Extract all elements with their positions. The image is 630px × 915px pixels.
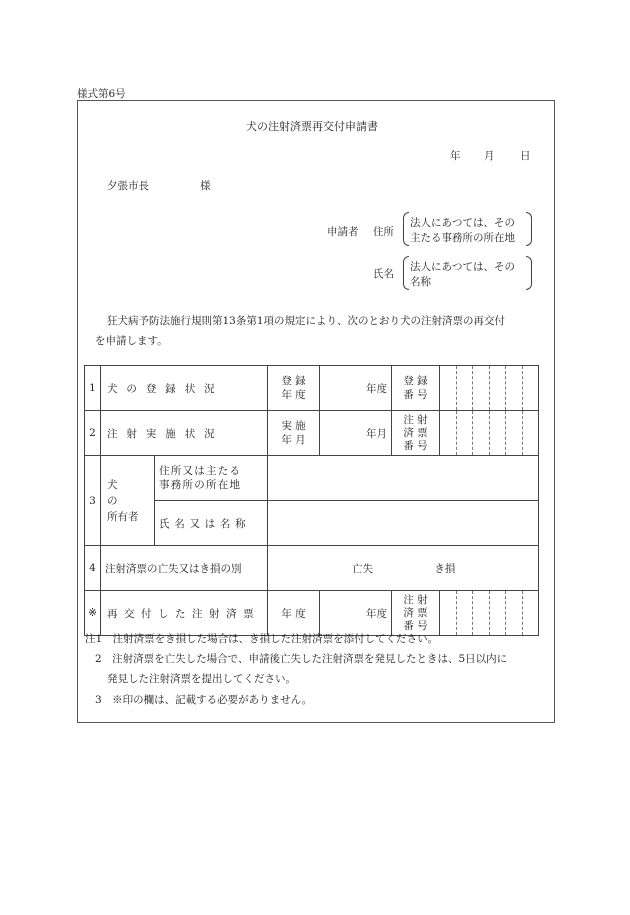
applicant-label: 申請者 — [327, 226, 359, 238]
table-row — [85, 591, 539, 636]
reissued-tag-number-label-line1: 注 射 — [403, 593, 428, 606]
owner-address-label-line2: 事務所の所在地 — [159, 479, 242, 491]
dog-registration-label: 犬の登録状況 — [101, 366, 268, 411]
name-bracket-right — [526, 256, 532, 290]
reissued-tag-number-label-line3: 番 号 — [403, 619, 428, 632]
body-text-line1: 狂犬病予防法施行規則第13条第1項の規定により、次のとおり犬の注射済票の再交付 — [107, 315, 506, 327]
applicant-name-label: 氏名 — [373, 268, 394, 280]
year-unit: 年度 — [366, 607, 387, 620]
registration-year-label — [268, 366, 320, 411]
tag-number-boxes[interactable] — [440, 411, 539, 456]
note-3: 3 ※印の欄は、記載する必要がありません。 — [95, 694, 313, 706]
owner-label-line2: 所有者 — [107, 510, 139, 523]
tag-number-label-line1: 注 射 — [403, 413, 428, 426]
damaged-option[interactable]: き損 — [434, 562, 456, 575]
name-note-line1: 法人にあつては、その — [410, 261, 515, 273]
note-2: 2 注射済票を亡失した場合で、申請後亡失した注射済票を発見したときは、5日以内に — [95, 653, 508, 665]
injection-date-label-line1: 実 施 — [281, 420, 306, 432]
name-bracket-left — [403, 256, 409, 290]
addressee-name: 夕張市長 — [107, 180, 149, 192]
date-year-label: 年 — [450, 150, 461, 162]
name-note-line2: 名称 — [410, 276, 431, 288]
reissued-tag-number-boxes[interactable] — [440, 591, 539, 636]
form-title: 犬の注射済票再交付申請書 — [246, 120, 378, 133]
row-number: 2 — [85, 411, 101, 456]
table-row — [85, 366, 539, 411]
address-bracket-right — [526, 212, 532, 246]
year-unit: 年度 — [366, 382, 387, 395]
injection-status-label: 注射実施状況 — [101, 411, 268, 456]
row-marker: ※ — [85, 591, 101, 636]
row-number: 3 — [85, 456, 101, 546]
applicant-address-label: 住所 — [373, 226, 394, 238]
tag-number-label-line2: 済 票 — [403, 426, 428, 439]
date-month-label: 月 — [484, 150, 495, 162]
registration-year-input[interactable] — [320, 366, 392, 411]
address-bracket-left — [403, 212, 409, 246]
registration-number-boxes[interactable] — [440, 366, 539, 411]
body-text-line2: を申請します。 — [95, 335, 168, 347]
injection-date-label — [268, 411, 320, 456]
note-1: 注1 注射済票をき損した場合は、き損した注射済票を添付してください。 — [85, 633, 439, 645]
row-number: 4 — [85, 546, 101, 591]
registration-year-label-line2: 年 度 — [281, 389, 306, 401]
reissued-tag-label: 再交付した注射済票 — [101, 591, 268, 636]
year-month-unit: 年月 — [366, 427, 387, 440]
table-row — [85, 546, 539, 591]
reissue-year-input[interactable] — [320, 591, 392, 636]
application-table — [84, 365, 539, 636]
address-note-line1: 法人にあつては、その — [410, 217, 515, 229]
tag-number-label-line3: 番 号 — [403, 439, 428, 452]
address-note-line2: 主たる事務所の所在地 — [410, 232, 515, 244]
owner-address-label — [155, 456, 268, 501]
note-2-continued: 発見した注射済票を提出してください。 — [107, 673, 296, 685]
reissued-tag-number-label — [392, 591, 440, 636]
registration-year-label-line1: 登 録 — [281, 375, 306, 387]
form-number: 様式第6号 — [77, 88, 126, 100]
row-number: 1 — [85, 366, 101, 411]
registration-number-label-line2: 番 号 — [403, 389, 428, 401]
addressee-honorific: 様 — [200, 180, 211, 192]
injection-date-label-line2: 年 月 — [281, 434, 306, 446]
registration-number-label-line1: 登 録 — [403, 375, 428, 387]
owner-address-input[interactable] — [268, 456, 539, 501]
owner-name-input[interactable] — [268, 501, 539, 546]
lost-option[interactable]: 亡失 — [352, 562, 373, 575]
loss-damage-options — [268, 546, 539, 591]
owner-address-label-line1: 住所又は主たる — [159, 465, 242, 477]
reissue-year-label: 年 度 — [268, 591, 320, 636]
date-day-label: 日 — [520, 150, 531, 162]
owner-label — [101, 456, 155, 546]
table-row — [85, 411, 539, 456]
owner-name-label: 氏名又は名称 — [155, 501, 268, 546]
table-row — [85, 456, 539, 501]
registration-number-label — [392, 366, 440, 411]
tag-number-label — [392, 411, 440, 456]
injection-date-input[interactable] — [320, 411, 392, 456]
loss-damage-label: 注射済票の亡失又はき損の別 — [101, 546, 268, 591]
reissued-tag-number-label-line2: 済 票 — [403, 606, 428, 619]
owner-label-line1: 犬 の — [107, 478, 140, 507]
